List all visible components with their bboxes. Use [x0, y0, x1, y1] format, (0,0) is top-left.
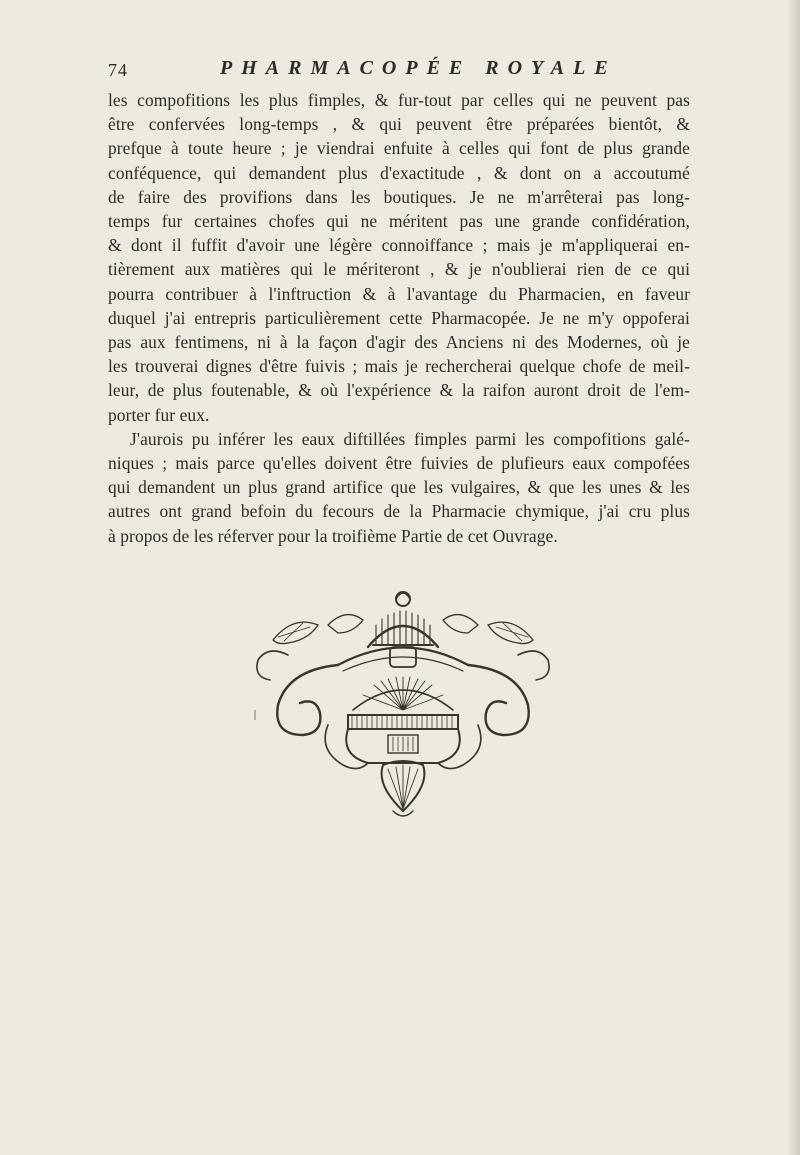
text-line: J'aurois pu inférer les eaux diftillées fimples parmi les compofitions galé- [130, 428, 690, 449]
text-line: porter fur eux. [108, 404, 210, 425]
text-line: les trouverai dignes d'être fuivis ; mais je rechercherai quelque chofe de meil- [108, 356, 690, 377]
text-line: pas aux fentimens, ni à la façon d'agir des Anciens ni des Modernes, où je [108, 332, 690, 353]
text-line: prefque à toute heure ; je viendrai enfuite à celles qui font de plus grande [108, 138, 690, 159]
body-text [108, 88, 690, 548]
running-head [108, 54, 668, 84]
text-line: & dont il fuffit d'avoir une légère connoiffance ; mais je m'appliquerai en- [108, 235, 690, 256]
text-line: temps fur certaines chofes qui ne méritent pas une grande confidération, [108, 211, 690, 232]
text-line: être confervées long-temps , & qui peuvent être préparées bientôt, & [108, 114, 690, 135]
text-line: tièrement aux matières qui le mériteront , & je n'oublierai rien de ce qui [108, 259, 690, 280]
text-line: pourra contribuer à l'inftruction & à l'avantage du Pharmacien, en faveur [108, 283, 690, 304]
running-title: PHARMACOPÉE ROYALE [220, 57, 617, 79]
baroque-tailpiece-icon [248, 585, 558, 823]
text-line: duquel j'ai entrepris particulièrement cette Pharmacopée. Je ne m'y oppoferai [108, 307, 690, 328]
text-line: niques ; mais parce qu'elles doivent être fuivies de plufieurs eaux compofées [108, 453, 690, 474]
page-number: 74 [108, 60, 128, 80]
text-line: à propos de les réferver pour la troifième Partie de cet Ouvrage. [108, 525, 558, 546]
page-edge-shadow [786, 0, 800, 1155]
text-line: conféquence, qui demandent plus d'exactitude , & dont on a accoutumé [108, 162, 690, 183]
text-line: qui demandent un plus grand artifice que les vulgaires, & que les unes & les [108, 477, 690, 498]
text-line: leur, de plus foutenable, & où l'expérience & la raifon auront droit de l'em- [108, 380, 690, 401]
text-line: autres ont grand befoin du fecours de la Pharmacie chymique, j'ai cru plus [108, 501, 690, 522]
text-line: de faire des provifions dans les boutiques. Je ne m'arrêterai pas long- [108, 186, 690, 207]
text-line: les compofitions les plus fimples, & fur-tout par celles qui ne peuvent pas [108, 90, 690, 110]
